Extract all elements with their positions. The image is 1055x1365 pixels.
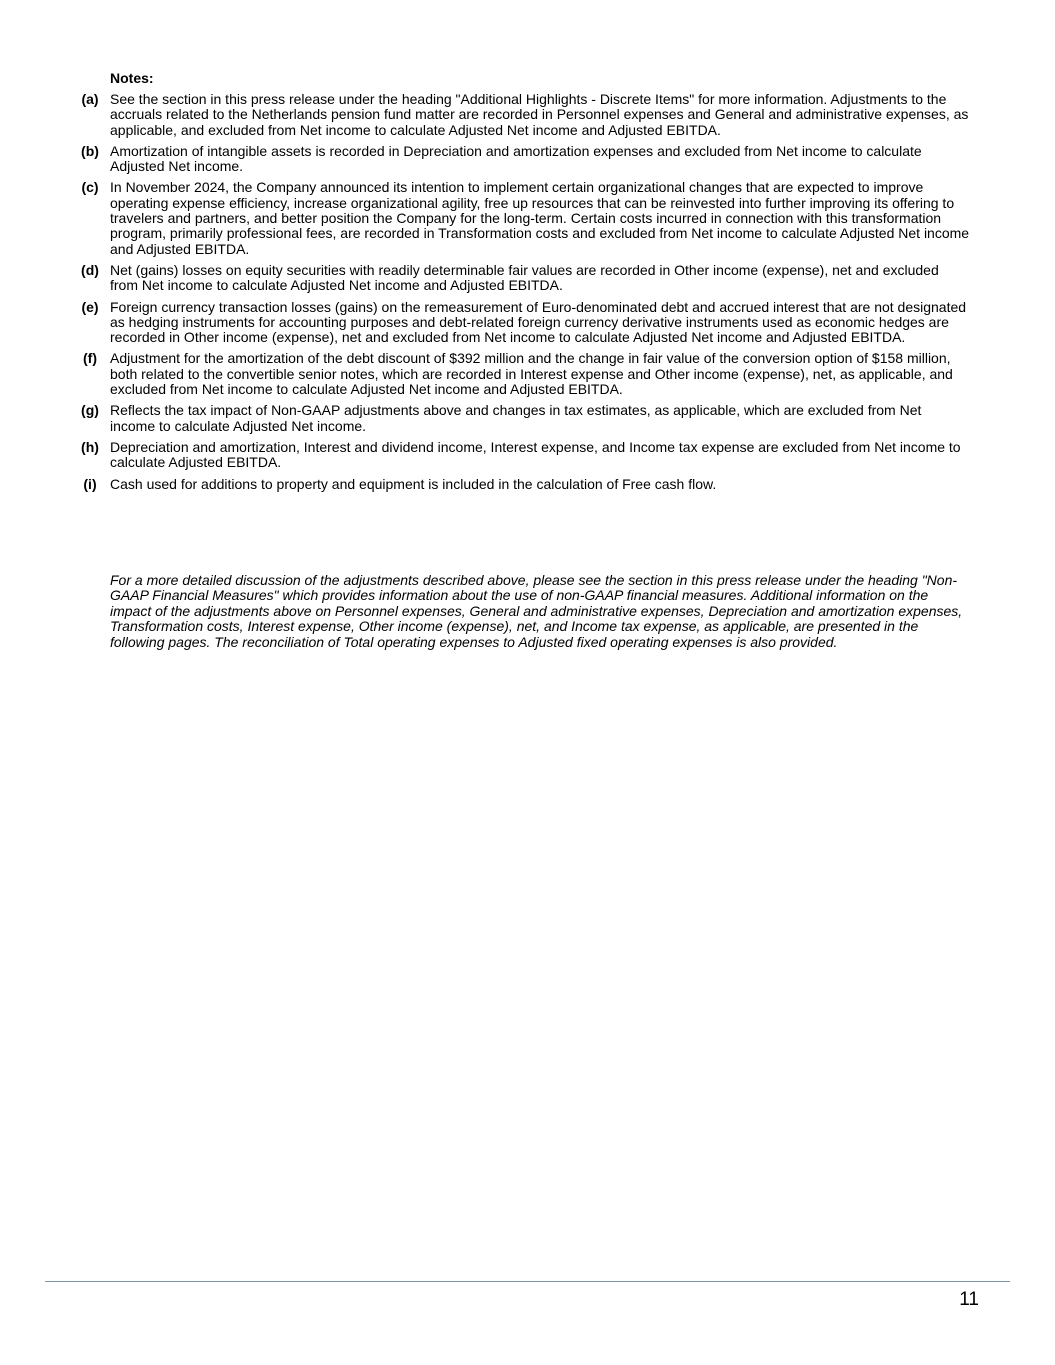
- adjustments-discussion: For a more detailed discussion of the adjustments described above, please see the section in this press release under the heading "Non-GAAP Financial Measures" which provides information about the use of non-GAAP financial measures. Additional information on the impact of the adjustments above on Personnel expenses, General and administrative expenses, Depreciation and amortization expenses, Transformation costs, Interest expense, Other income (expense), net, and Income tax expense, as applicable, are presented in the following pages. The reconciliation of Total operating expenses to Adjusted fixed operating expenses is also provided.: [110, 572, 963, 650]
- note-b: [70, 144, 970, 175]
- note-marker: (b): [81, 142, 99, 159]
- note-text: In November 2024, the Company announced its intention to implement certain organizational changes that are expected to improve operating expense efficiency, increase organizational agility, free up resources that can be reinvested into further improving its offering to travelers and partners, and better position the Company for the long-term. Certain costs incurred in connection with this transformation program, primarily professional fees, are recorded in Transformation costs and excluded from Net income to calculate Adjusted Net income and Adjusted EBITDA.: [110, 179, 970, 257]
- note-text: Amortization of intangible assets is recorded in Depreciation and amortization expenses and excluded from Net income to calculate Adjusted Net income.: [110, 142, 922, 175]
- note-c: [70, 180, 970, 256]
- note-i: [70, 477, 970, 492]
- note-text: Depreciation and amortization, Interest and dividend income, Interest expense, and Income tax expense are excluded from Net income to calculate Adjusted EBITDA.: [110, 438, 961, 471]
- notes-list: [70, 92, 970, 498]
- note-h: [70, 440, 970, 471]
- note-text: See the section in this press release under the heading "Additional Highlights - Discrete Items" for more information. Adjustments to the accruals related to the Netherlands pension fund matter are recorded in Personnel expenses and General and administrative expenses, as applicable, and excluded from Net income to calculate Adjusted Net income and Adjusted EBITDA.: [110, 91, 969, 138]
- page-number: 11: [959, 1289, 979, 1310]
- note-marker: (d): [81, 261, 99, 278]
- note-text: Cash used for additions to property and equipment is included in the calculation of Free cash flow.: [110, 475, 717, 492]
- note-marker: (a): [81, 91, 99, 107]
- note-d: [70, 263, 970, 294]
- note-marker: (f): [83, 350, 97, 367]
- note-text: Reflects the tax impact of Non-GAAP adjustments above and changes in tax estimates, as applicable, which are excluded from Net income to calculate Adjusted Net income.: [110, 402, 922, 434]
- note-f: [70, 351, 970, 397]
- note-marker: (g): [81, 402, 99, 419]
- note-a: [70, 92, 970, 138]
- note-marker: (h): [81, 438, 99, 455]
- note-text: Adjustment for the amortization of the debt discount of $392 million and the change in fair value of the conversion option of $158 million, both related to the convertible senior notes, which are recorded in Interest expense and Other income (expense), net, as applicable, and excluded from Net income to calculate Adjusted Net income and Adjusted EBITDA.: [110, 350, 953, 398]
- footer-divider: [45, 1281, 1010, 1282]
- note-text: Foreign currency transaction losses (gains) on the remeasurement of Euro-denominated debt and accrued interest that are not designated as hedging instruments for accounting purposes and debt-related foreign currency derivative instruments used as economic hedges are recorded in Other income (expense), net and excluded from Net income to calculate Adjusted Net income and Adjusted EBITDA.: [110, 298, 967, 346]
- note-g: [70, 403, 970, 434]
- note-text: Net (gains) losses on equity securities with readily determinable fair values are recorded in Other income (expense), net and excluded from Net income to calculate Adjusted Net income and Adjusted EBITDA.: [110, 261, 939, 294]
- notes-heading: Notes:: [110, 70, 154, 86]
- note-marker: (c): [81, 179, 99, 196]
- note-marker: (e): [81, 298, 99, 315]
- note-marker: (i): [83, 475, 97, 492]
- note-e: [70, 300, 970, 346]
